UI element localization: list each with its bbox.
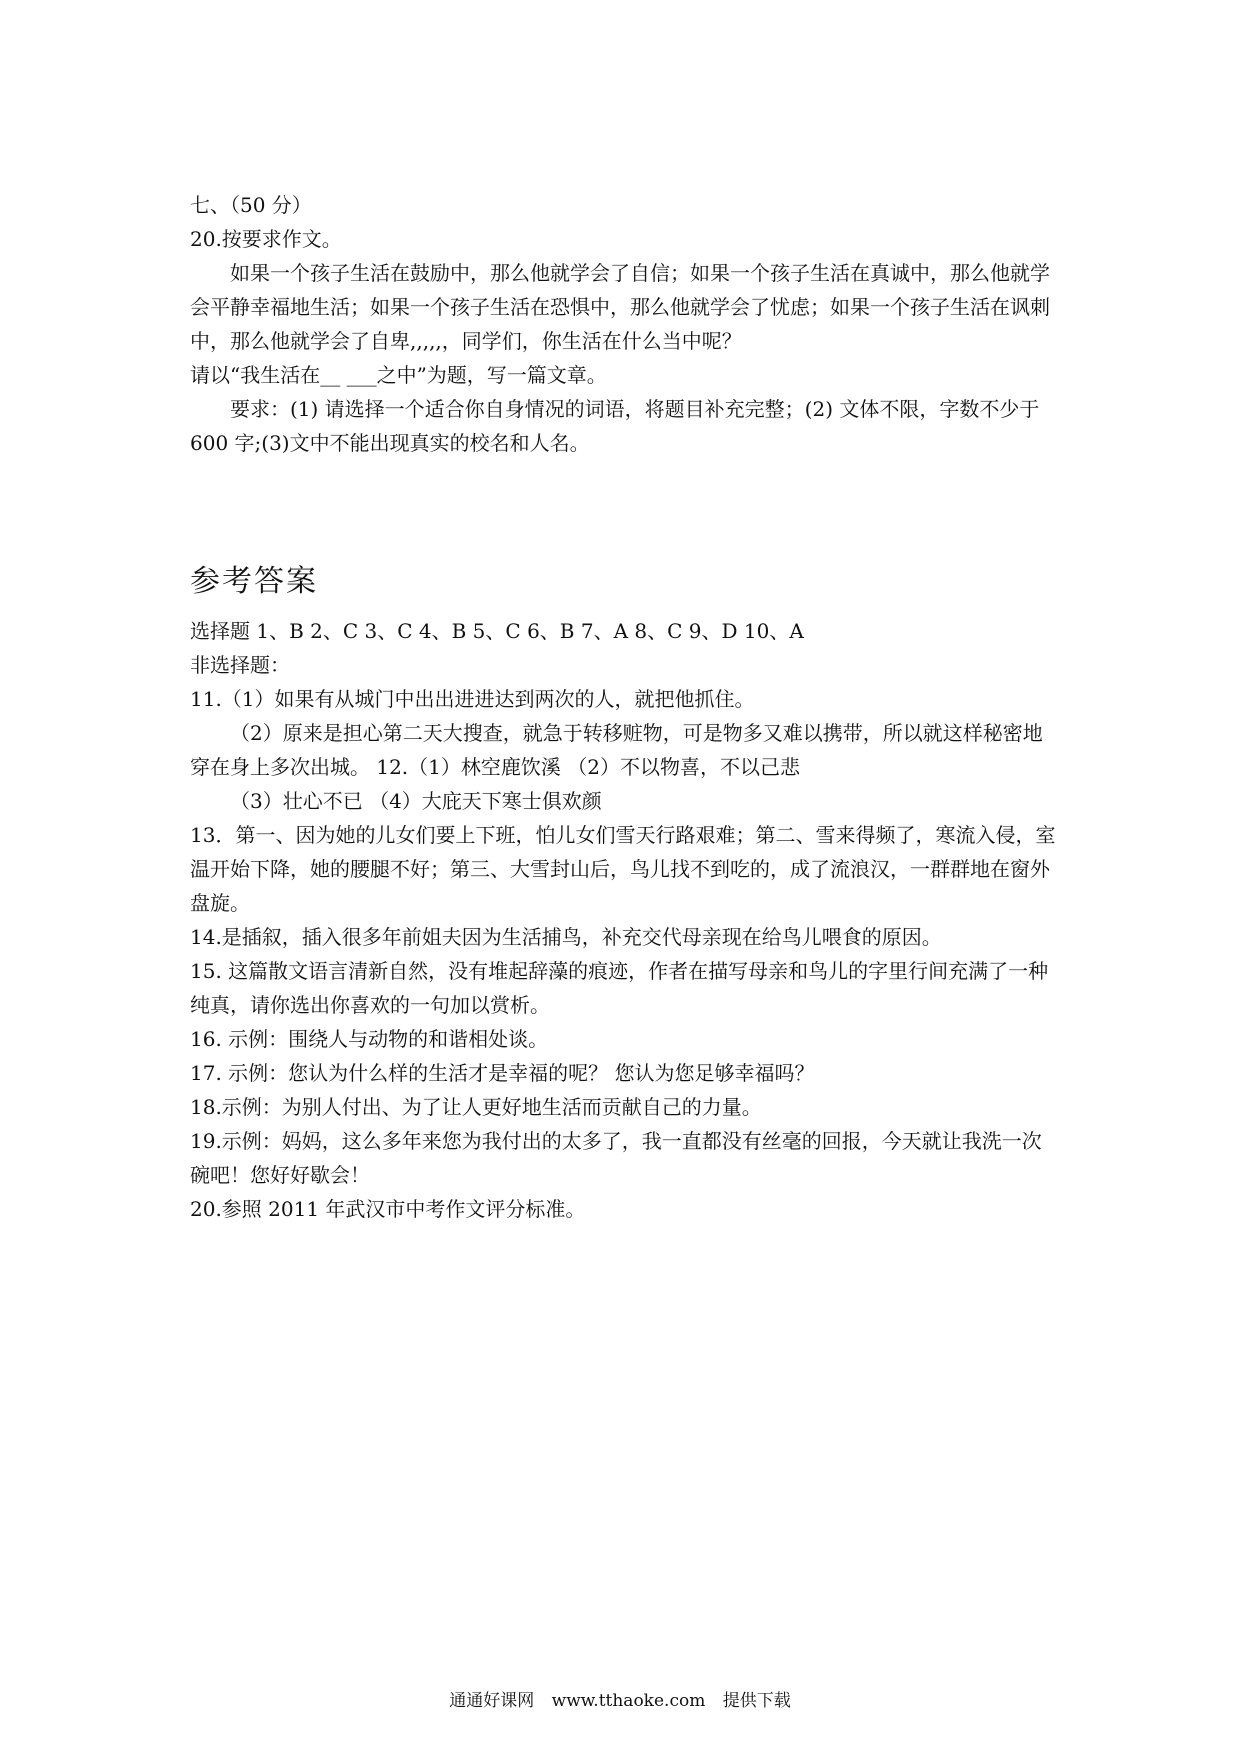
answer-12-3-4: （3）壮心不已 （4）大庇天下寒士俱欢颜 [230, 789, 602, 813]
document-page [190, 188, 1060, 1226]
section-spacer [190, 460, 1060, 560]
answers-title: 参考答案 [190, 564, 318, 599]
answer-11-1: 11.（1）如果有从城门中出出进进达到两次的人，就把他抓住。 [190, 687, 755, 711]
answer-15: 15. 这篇散文语言清新自然，没有堆起辞藻的痕迹，作者在描写母亲和鸟儿的字里行间充满了一种纯真，请你选出你喜欢的一句加以赏析。 [190, 959, 1049, 1017]
footer-url[interactable]: www.tthaoke.com [551, 1691, 706, 1711]
answer-20: 20.参照 2011 年武汉市中考作文评分标准。 [190, 1197, 586, 1221]
answer-18: 18.示例：为别人付出、为了让人更好地生活而贡献自己的力量。 [190, 1095, 762, 1119]
answer-non-choice-label: 非选择题： [190, 653, 290, 677]
answer-16: 16. 示例：围绕人与动物的和谐相处谈。 [190, 1027, 549, 1051]
answer-13: 13．第一、因为她的儿女们要上下班，怕儿女们雪天行路艰难；第二、雪来得频了，寒流入侵，室温开始下降，她的腰腿不好；第三、大雪封山后，鸟儿找不到吃的，成了流浪汉，一群群地在窗外盘旋。 [190, 823, 1056, 915]
question-20-label: 20.按要求作文。 [190, 227, 342, 251]
section-heading: 七、（50 分） [190, 193, 312, 217]
footer-site-name: 通通好课网 [449, 1691, 535, 1711]
essay-requirements: 要求：(1) 请选择一个适合你自身情况的词语，将题目补充完整；(2) 文体不限，字数不少于 600 字;(3)文中不能出现真实的校名和人名。 [190, 397, 1040, 455]
answer-14: 14.是插叙，插入很多年前姐夫因为生活捕鸟，补充交代母亲现在给鸟儿喂食的原因。 [190, 925, 942, 949]
answer-11-2-and-12: （2）原来是担心第二天大搜查，就急于转移赃物，可是物多又难以携带，所以就这样秘密地穿在身上多次出城。 12.（1）林空鹿饮溪 （2）不以物喜，不以己悲 [190, 721, 1043, 779]
answer-19: 19.示例：妈妈，这么多年来您为我付出的太多了，我一直都没有丝毫的回报，今天就让我洗一次碗吧！您好好歇会！ [190, 1129, 1042, 1187]
essay-title-instruction: 请以“我生活在__ ___之中”为题，写一篇文章。 [190, 363, 607, 387]
answer-choice: 选择题 1、B 2、C 3、C 4、B 5、C 6、B 7、A 8、C 9、D 10、A [190, 619, 804, 643]
answer-17: 17. 示例：您认为什么样的生活才是幸福的呢？ 您认为您足够幸福吗？ [190, 1061, 815, 1085]
footer-note: 提供下载 [722, 1691, 791, 1711]
essay-prompt-paragraph: 如果一个孩子生活在鼓励中，那么他就学会了自信；如果一个孩子生活在真诚中，那么他就学会平静幸福地生活；如果一个孩子生活在恐惧中，那么他就学会了忧虑；如果一个孩子生活在讽刺中，那么他就学会了自卑,,,,,，同学们，你生活在什么当中呢？ [190, 261, 1050, 353]
page-footer [0, 1686, 1240, 1711]
